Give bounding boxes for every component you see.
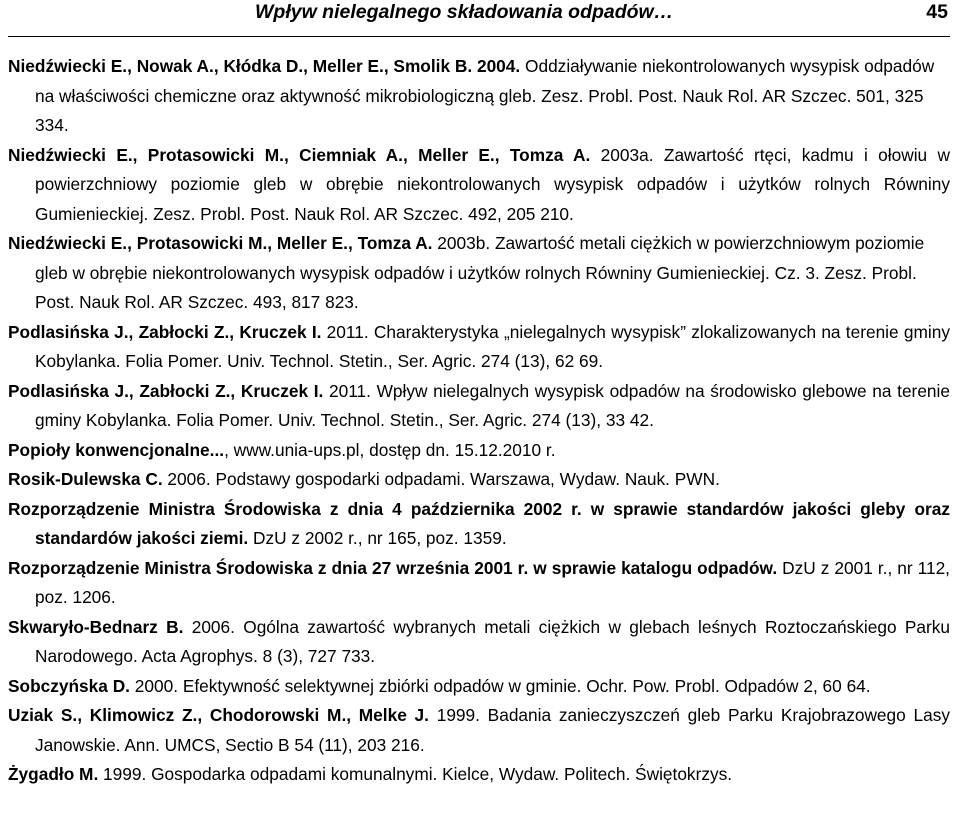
reference-entry bbox=[8, 436, 950, 466]
reference-details: 2006. Podstawy gospodarki odpadami. Warszawa, Wydaw. Nauk. PWN. bbox=[162, 469, 720, 489]
reference-details: 2003a. Zawartość rtęci, kadmu i ołowiu w powierzchniowy poziomie gleb w obrębie niekontrolowanych wysypisk odpadów i użytków rolnych Równiny Gumienieckiej. Zesz. Probl. Post. Nauk Rol. AR Szczec. 492, 205 210. bbox=[35, 144, 950, 224]
reference-entry bbox=[8, 613, 950, 672]
reference-entry bbox=[8, 465, 950, 495]
reference-authors: Niedźwiecki E., Protasowicki M., Meller E., Tomza A. bbox=[8, 233, 433, 253]
reference-authors: Rozporządzenie Ministra Środowiska z dnia 27 września 2001 r. w sprawie katalogu odpadów. bbox=[8, 557, 778, 578]
reference-authors: Uziak S., Klimowicz Z., Chodorowski M., Melke J. bbox=[8, 705, 429, 725]
reference-details: 2011. Charakterystyka „nielegalnych wysypisk” zlokalizowanych na terenie gminy Kobylanka. Folia Pomer. Univ. Technol. Stetin., Ser. Agric. 274 (13), 62 69. bbox=[35, 321, 950, 371]
reference-authors: Skwaryło-Bednarz B. bbox=[8, 616, 184, 637]
reference-entry bbox=[8, 495, 950, 554]
reference-authors: Popioły konwencjonalne... bbox=[8, 439, 225, 460]
reference-list bbox=[8, 52, 950, 790]
reference-entry bbox=[8, 229, 950, 318]
reference-entry bbox=[8, 377, 950, 436]
reference-details: , www.unia-ups.pl, dostęp dn. 15.12.2010 r. bbox=[224, 439, 556, 460]
reference-details: 1999. Badania zanieczyszczeń gleb Parku Krajobrazowego Lasy Janowskie. Ann. UMCS, Sectio B 54 (11), 203 216. bbox=[35, 705, 950, 755]
reference-authors: Podlasińska J., Zabłocki Z., Kruczek I. bbox=[8, 380, 324, 401]
reference-authors: Rosik-Dulewska C. bbox=[8, 469, 163, 489]
reference-authors: Żygadło M. bbox=[8, 764, 99, 784]
reference-details: DzU z 2001 r., nr 112, poz. 1206. bbox=[35, 557, 950, 607]
reference-authors: Podlasińska J., Zabłocki Z., Kruczek I. bbox=[8, 321, 322, 342]
reference-authors: Sobczyńska D. bbox=[8, 675, 130, 696]
reference-entry bbox=[8, 318, 950, 377]
reference-entry bbox=[8, 52, 950, 141]
page-number: 45 bbox=[926, 1, 948, 23]
reference-entry bbox=[8, 672, 950, 702]
reference-entry bbox=[8, 554, 950, 613]
reference-details: 2003b. Zawartość metali ciężkich w powierzchniowym poziomie gleb w obrębie niekontrolowanych wysypisk odpadów i użytków rolnych Równiny Gumienieckiej. Cz. 3. Zesz. Probl. Post. Nauk Rol. AR Szczec. 493, 817 823. bbox=[35, 233, 925, 312]
running-title: Wpływ nielegalnego składowania odpadów… bbox=[255, 1, 674, 23]
reference-details: DzU z 2002 r., nr 165, poz. 1359. bbox=[248, 528, 507, 548]
reference-authors: Niedźwiecki E., Protasowicki M., Ciemniak A., Meller E., Tomza A. bbox=[8, 144, 591, 165]
reference-authors: Rozporządzenie Ministra Środowiska z dnia 4 października 2002 r. w sprawie standardów jakości gleby oraz standardów jakości ziemi. bbox=[8, 498, 950, 548]
reference-authors: Niedźwiecki E., Nowak A., Kłódka D., Meller E., Smolik B. 2004. bbox=[8, 56, 521, 76]
reference-details: 2011. Wpływ nielegalnych wysypisk odpadów na środowisko glebowe na terenie gminy Kobylanka. Folia Pomer. Univ. Technol. Stetin., Ser. Agric. 274 (13), 33 42. bbox=[35, 380, 950, 430]
reference-entry bbox=[8, 141, 950, 230]
reference-entry bbox=[8, 701, 950, 760]
reference-details: 2000. Efektywność selektywnej zbiórki odpadów w gminie. Ochr. Pow. Probl. Odpadów 2, 60 64. bbox=[129, 675, 871, 696]
running-header bbox=[8, 0, 950, 37]
reference-details: Oddziaływanie niekontrolowanych wysypisk odpadów na właściwości chemiczne oraz aktywność mikrobiologiczną gleb. Zesz. Probl. Post. Nauk Rol. AR Szczec. 501, 325 334. bbox=[35, 56, 935, 135]
reference-entry bbox=[8, 760, 950, 790]
reference-details: 1999. Gospodarka odpadami komunalnymi. Kielce, Wydaw. Politech. Świętokrzys. bbox=[98, 764, 733, 784]
reference-details: 2006. Ogólna zawartość wybranych metali ciężkich w glebach leśnych Roztoczańskiego Parku Narodowego. Acta Agrophys. 8 (3), 727 733. bbox=[35, 616, 950, 666]
